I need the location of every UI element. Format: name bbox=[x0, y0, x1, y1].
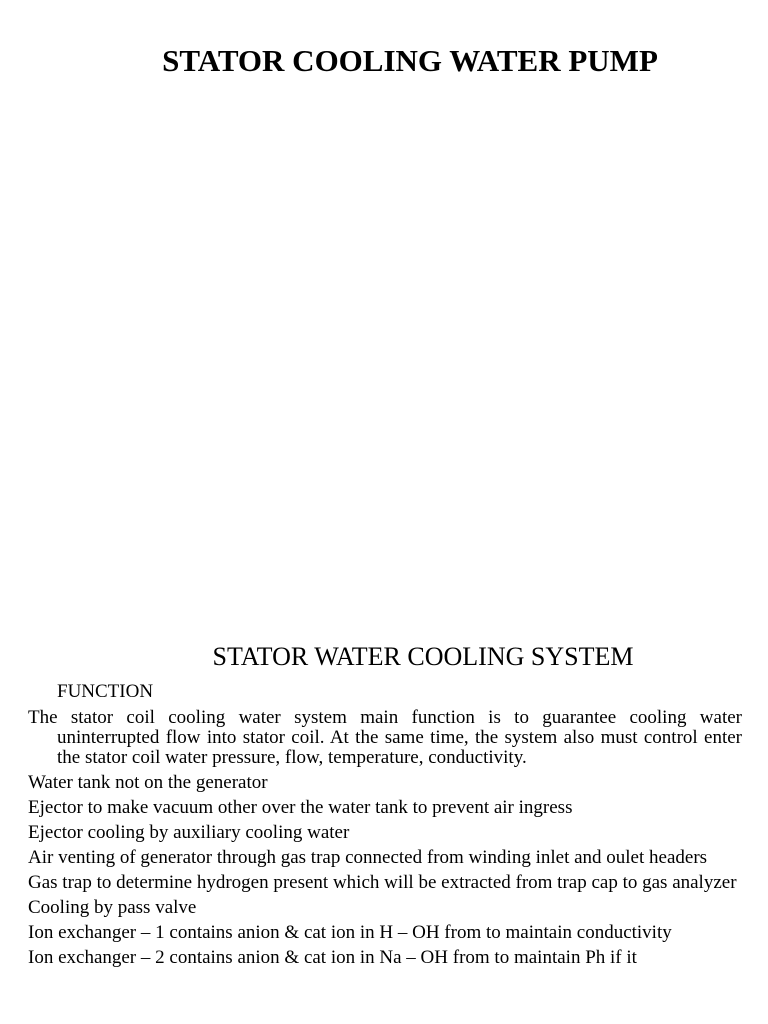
page-title: STATOR COOLING WATER PUMP bbox=[162, 43, 658, 78]
function-label: FUNCTION bbox=[57, 681, 154, 702]
body-text-list bbox=[28, 708, 742, 973]
paragraph: Ejector to make vacuum other over the water tank to prevent air ingress bbox=[28, 797, 573, 818]
paragraph: Ion exchanger – 2 contains anion & cat ion in Na – OH from to maintain Ph if it bbox=[28, 947, 637, 968]
paragraph: Air venting of generator through gas trap connected from winding inlet and oulet headers bbox=[28, 847, 708, 868]
paragraph: The stator coil cooling water system main function is to guarantee cooling water uninterrupted flow into stator coil. At the same time, the system also must control enter the stator coil water pressure, flow, temperature, conductivity. bbox=[28, 707, 742, 768]
paragraph: Ion exchanger – 1 contains anion & cat ion in H – OH from to maintain conductivity bbox=[28, 922, 672, 943]
paragraph: Water tank not on the generator bbox=[28, 772, 268, 793]
paragraph: Gas trap to determine hydrogen present which will be extracted from trap cap to gas analyzer bbox=[28, 872, 737, 893]
paragraph: Cooling by pass valve bbox=[28, 897, 197, 918]
section-title: STATOR WATER COOLING SYSTEM bbox=[212, 642, 634, 671]
paragraph: Ejector cooling by auxiliary cooling water bbox=[28, 822, 350, 843]
